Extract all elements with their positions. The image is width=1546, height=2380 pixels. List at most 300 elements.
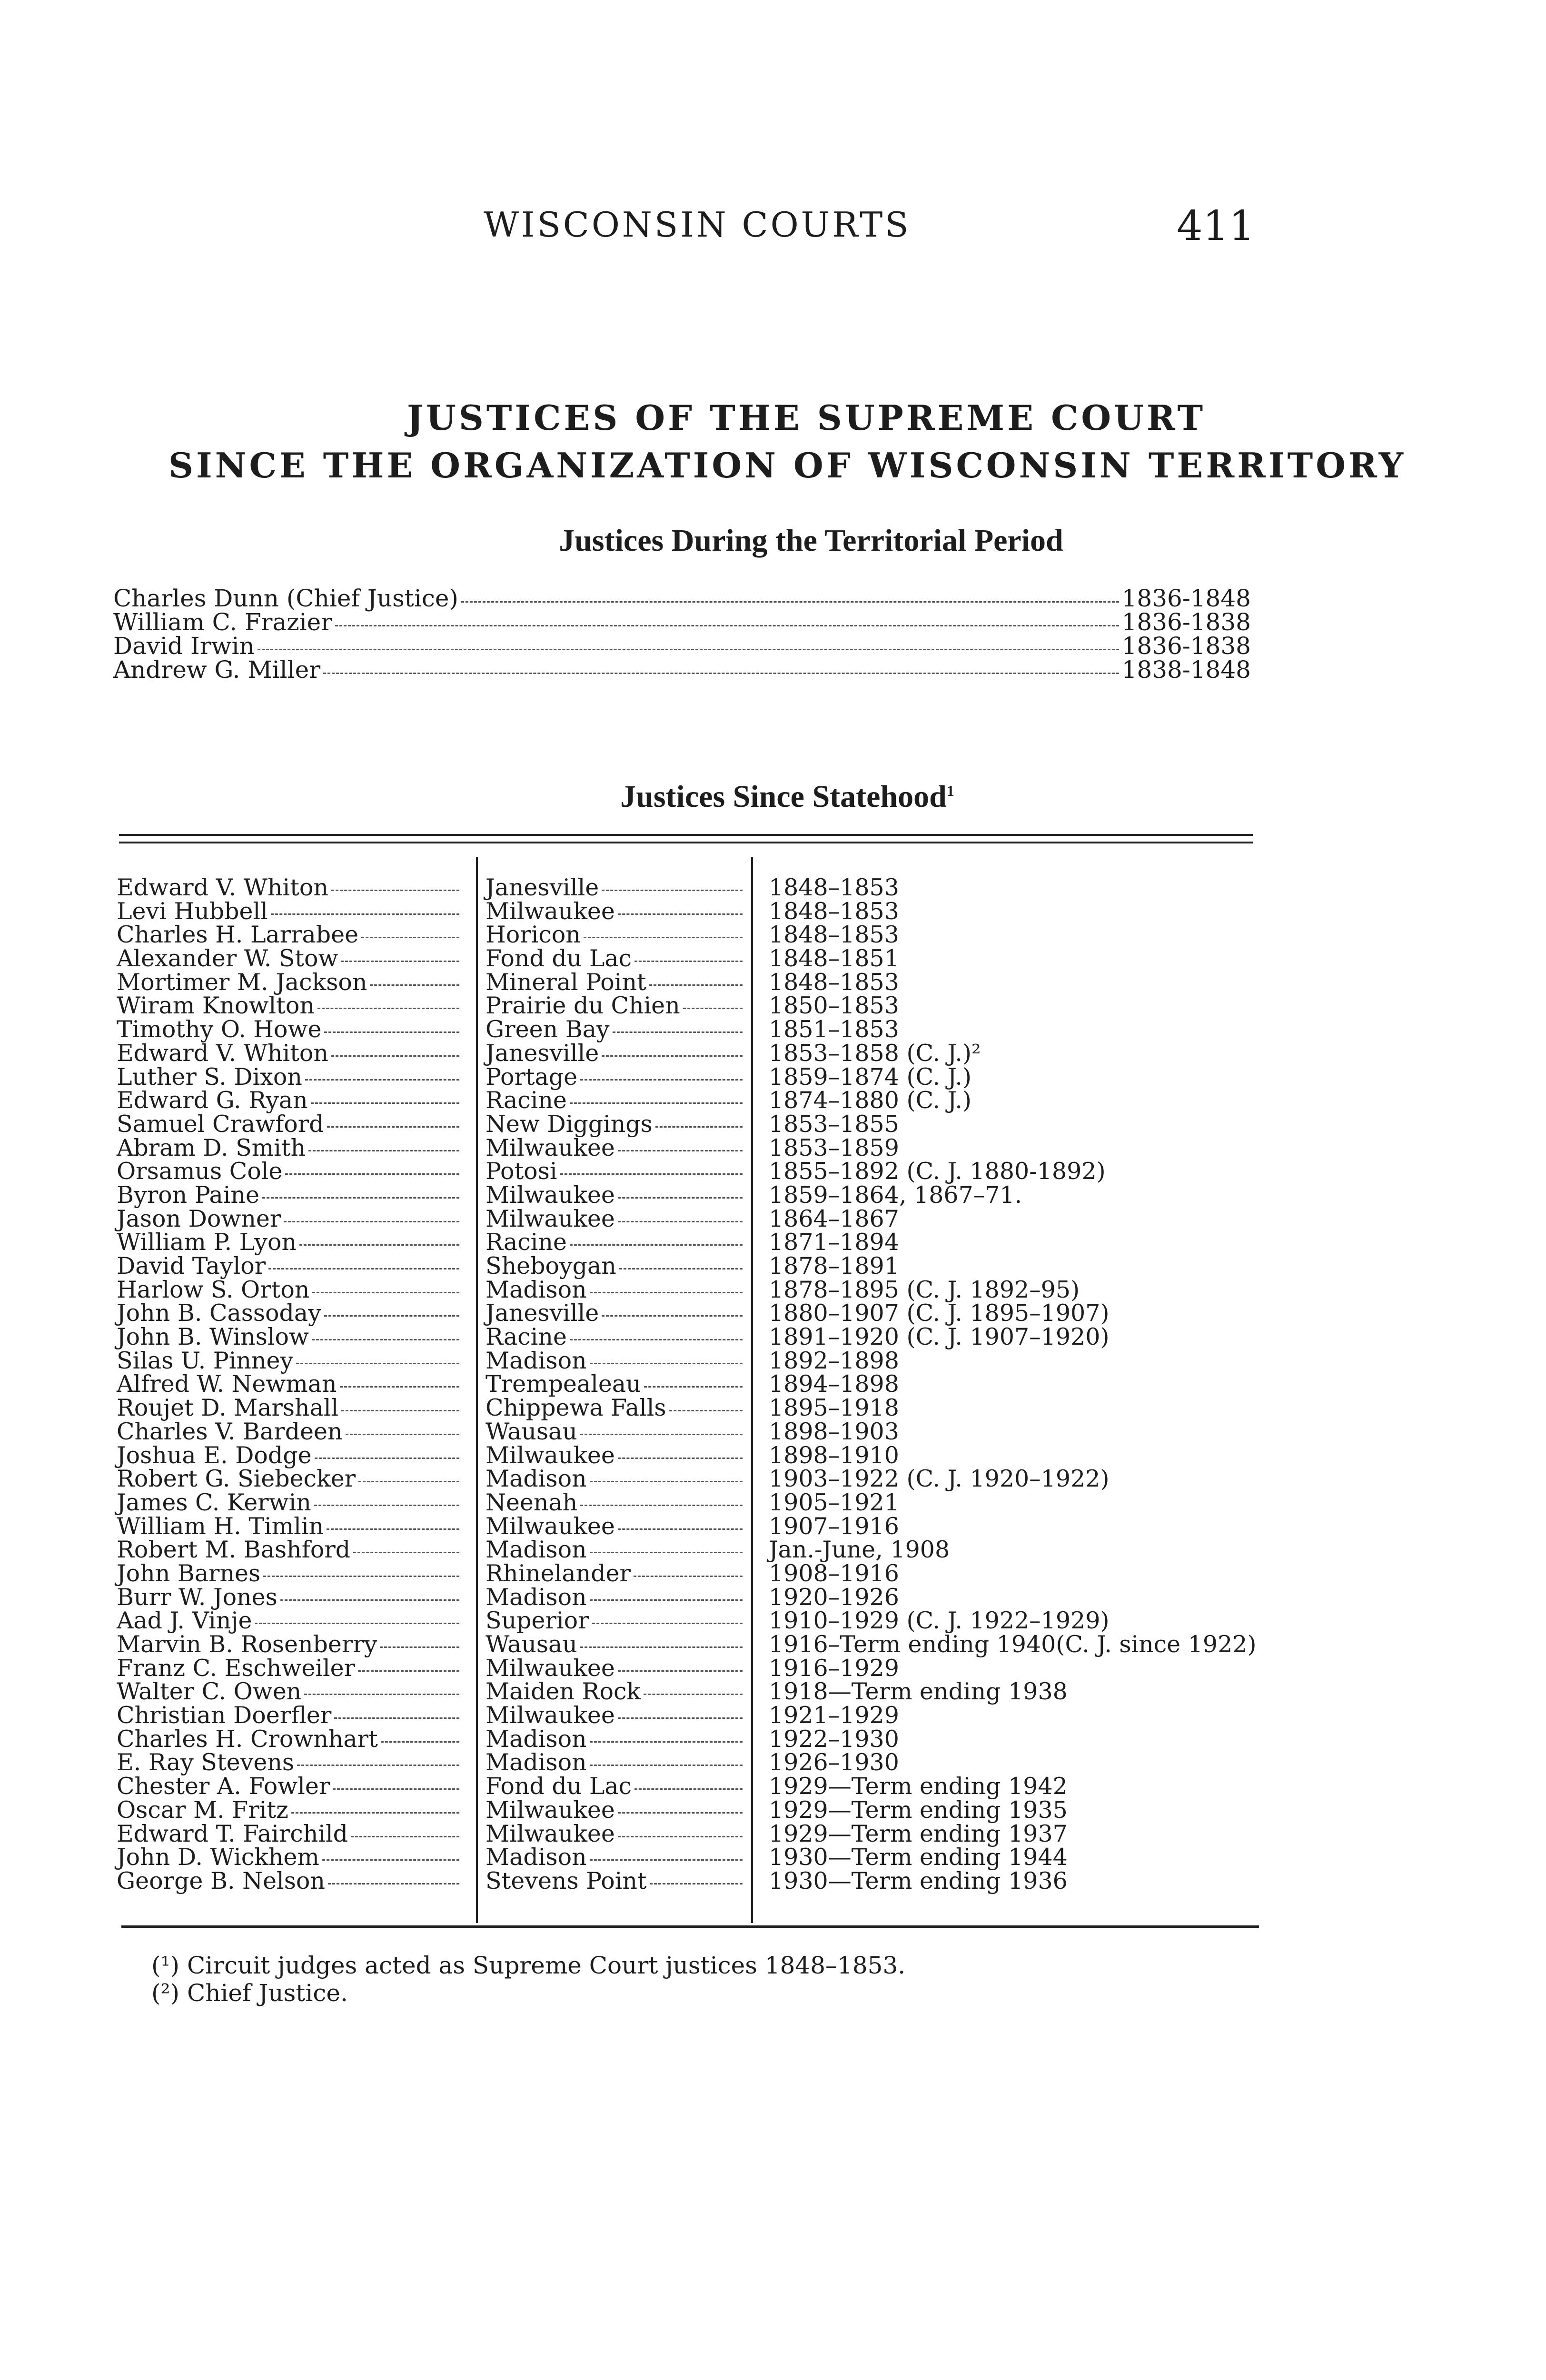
table-row: [117, 1160, 1259, 1183]
table-row: [117, 1751, 1259, 1775]
justice-name: William P. Lyon: [117, 1229, 297, 1256]
justice-name: Abram D. Smith: [117, 1134, 306, 1161]
justice-name: Edward V. Whiton: [117, 1039, 328, 1067]
table-row: [117, 1112, 1259, 1136]
justice-term-cell: [769, 1680, 1259, 1704]
justice-term-cell: [769, 1301, 1259, 1325]
justice-term: 1859–1864, 1867–71.: [769, 1181, 1022, 1209]
justice-name: Robert G. Siebecker: [117, 1465, 356, 1493]
justice-term-cell: [769, 1325, 1259, 1349]
leader-dots: [590, 1363, 743, 1364]
table-row: [117, 1325, 1259, 1349]
leader-dots: [333, 1788, 459, 1790]
justice-name-cell: [117, 1633, 459, 1656]
justice-residence: Wausau: [486, 1631, 577, 1658]
justice-name-cell: [117, 1065, 459, 1089]
justice-years: 1836-1838: [1121, 632, 1251, 660]
leader-dots: [618, 1717, 743, 1719]
justice-name-cell: [117, 1775, 459, 1798]
justice-name-cell: [117, 1278, 459, 1302]
justice-term-cell: [769, 1559, 1259, 1587]
justice-residence-cell: [486, 1065, 743, 1089]
leader-dots: [315, 1458, 459, 1459]
table-bottom-rule: [121, 1925, 1259, 1928]
justice-residence-cell: [486, 1751, 743, 1775]
table-row: [117, 923, 1259, 947]
table-row: [117, 1633, 1259, 1656]
justice-residence: Horicon: [486, 921, 581, 949]
justice-term: 1848–1853: [769, 968, 899, 996]
justice-name-cell: [117, 1372, 459, 1396]
justice-residence-cell: [486, 1869, 743, 1893]
justice-residence-cell: [486, 1822, 743, 1846]
justice-name: William C. Frazier: [113, 608, 333, 636]
justice-residence-cell: [486, 1396, 743, 1420]
justice-residence: Superior: [486, 1607, 589, 1635]
justice-name-cell: [117, 1441, 459, 1469]
leader-dots: [297, 1765, 459, 1766]
leader-dots: [324, 1315, 459, 1317]
justice-name-cell: [117, 1301, 459, 1325]
justice-term: 1929—Term ending 1942: [769, 1773, 1068, 1800]
justice-residence: Fond du Lac: [486, 945, 632, 972]
justice-term-cell: [769, 1278, 1259, 1302]
justice-name-cell: [117, 1207, 459, 1231]
table-row: [117, 947, 1259, 971]
leader-dots: [361, 937, 459, 938]
leader-dots: [580, 1505, 743, 1506]
justice-residence: Madison: [486, 1725, 587, 1753]
justice-term-cell: [769, 1372, 1259, 1396]
justice-residence: Maiden Rock: [486, 1678, 641, 1706]
justice-term-cell: [769, 1656, 1259, 1680]
leader-dots: [560, 1173, 743, 1175]
footnote-1: (¹) Circuit judges acted as Supreme Court justices 1848–1853.: [151, 1952, 906, 1979]
justice-name: Charles V. Bardeen: [117, 1418, 343, 1445]
justice-name: Mortimer M. Jackson: [117, 968, 367, 996]
justice-term-cell: [769, 968, 1259, 996]
justice-name: Alexander W. Stow: [117, 945, 338, 972]
leader-dots: [358, 1481, 459, 1482]
running-title: WISCONSIN COURTS: [484, 205, 911, 245]
justice-name: Charles H. Larrabee: [117, 921, 359, 949]
justice-residence: Madison: [486, 1583, 587, 1611]
justice-name: Christian Doerfler: [117, 1702, 332, 1729]
justice-term-cell: [769, 1089, 1259, 1112]
justice-name: Robert M. Bashford: [117, 1536, 351, 1564]
leader-dots: [590, 1741, 743, 1743]
leader-dots: [669, 1410, 743, 1411]
leader-dots: [590, 1599, 743, 1601]
justice-term: 1892–1898: [769, 1347, 899, 1374]
justice-term: 1922–1930: [769, 1725, 899, 1753]
table-row: [117, 1512, 1259, 1540]
leader-dots: [285, 1173, 459, 1175]
footnote-2: (²) Chief Justice.: [151, 1979, 348, 2007]
justice-term-cell: [769, 1798, 1259, 1822]
justice-term: 1878–1891: [769, 1252, 899, 1279]
justice-residence: Trempealeau: [486, 1370, 641, 1398]
statehood-heading: [0, 779, 1546, 815]
justice-residence-cell: [486, 1559, 743, 1587]
table-row: [117, 1018, 1259, 1041]
leader-dots: [331, 890, 459, 891]
leader-dots: [590, 1859, 743, 1861]
justice-residence-cell: [486, 1609, 743, 1633]
justice-residence-cell: [486, 1488, 743, 1516]
justice-residence-cell: [486, 1349, 743, 1373]
justice-name: James C. Kerwin: [117, 1488, 311, 1516]
leader-dots: [323, 673, 1119, 674]
justice-residence: Rhinelander: [486, 1559, 631, 1587]
justice-name: David Taylor: [117, 1252, 266, 1279]
justice-residence-cell: [486, 1633, 743, 1656]
leader-dots: [284, 1221, 459, 1222]
justice-name-cell: [117, 994, 459, 1018]
territorial-heading: Justices During the Territorial Period: [559, 523, 1063, 558]
leader-dots: [602, 1315, 743, 1317]
justice-name: Charles Dunn (Chief Justice): [113, 585, 458, 612]
table-row: [117, 1680, 1259, 1704]
justice-name: Joshua E. Dodge: [117, 1441, 312, 1469]
leader-dots: [644, 1694, 743, 1695]
justice-name-cell: [117, 1488, 459, 1516]
justice-name-cell: [117, 1822, 459, 1846]
leader-dots: [650, 1883, 743, 1884]
justice-term-cell: [769, 1704, 1259, 1727]
territorial-row: [113, 658, 1251, 682]
leader-dots: [380, 1646, 459, 1648]
justice-term: 1908–1916: [769, 1559, 899, 1587]
justice-name: Levi Hubbell: [117, 897, 268, 925]
table-row: [117, 1775, 1259, 1798]
territorial-row: [113, 610, 1251, 634]
justice-name-cell: [117, 1680, 459, 1704]
table-row: [117, 897, 1259, 925]
justice-name-cell: [117, 1325, 459, 1349]
justice-term: 1848–1853: [769, 897, 899, 925]
justice-residence: Wausau: [486, 1418, 577, 1445]
leader-dots: [602, 890, 743, 891]
leader-dots: [590, 1292, 743, 1293]
justice-name: Harlow S. Orton: [117, 1276, 310, 1303]
justice-residence: New Diggings: [486, 1110, 653, 1138]
statehood-justices-table: [117, 876, 1259, 1893]
justice-residence-cell: [486, 1680, 743, 1704]
leader-dots: [327, 1528, 459, 1530]
justice-name-cell: [117, 1160, 459, 1183]
table-row: [117, 1656, 1259, 1680]
justice-name: Timothy O. Howe: [117, 1016, 322, 1043]
leader-dots: [618, 1221, 743, 1222]
justice-residence: Madison: [486, 1844, 587, 1871]
leader-dots: [271, 913, 459, 915]
leader-dots: [618, 1458, 743, 1459]
justice-years: 1836-1838: [1121, 608, 1251, 636]
justice-residence-cell: [486, 1538, 743, 1562]
table-row: [117, 1396, 1259, 1420]
justice-term: 1871–1894: [769, 1229, 899, 1256]
table-row: [117, 994, 1259, 1018]
leader-dots: [613, 1031, 743, 1033]
footnotes: [151, 1952, 905, 2007]
justice-residence-cell: [486, 1798, 743, 1822]
justice-term-cell: [769, 1583, 1259, 1611]
table-row: [117, 1559, 1259, 1587]
justice-name-cell: [117, 1467, 459, 1491]
justice-name: Marvin B. Rosenberry: [117, 1631, 377, 1658]
table-row: [117, 1467, 1259, 1491]
table-row: [117, 1583, 1259, 1611]
justice-name: David Irwin: [113, 632, 255, 660]
leader-dots: [324, 1031, 459, 1033]
justice-residence-cell: [486, 1018, 743, 1041]
justice-name-cell: [117, 1609, 459, 1633]
leader-dots: [618, 1670, 743, 1672]
justice-residence-cell: [486, 1041, 743, 1065]
page-title-line-2: SINCE THE ORGANIZATION OF WISCONSIN TERRITORY: [168, 445, 1406, 486]
justice-term-cell: [769, 897, 1259, 925]
table-row: [117, 1230, 1259, 1254]
justice-residence: Neenah: [486, 1488, 578, 1516]
justice-term-cell: [769, 1775, 1259, 1798]
leader-dots: [618, 913, 743, 915]
justice-term: 1848–1851: [769, 945, 899, 972]
leader-dots: [649, 984, 743, 986]
table-row: [117, 1041, 1259, 1065]
justice-term: 1910–1929 (C. J. 1922–1929): [769, 1607, 1110, 1635]
justice-name-cell: [117, 968, 459, 996]
leader-dots: [299, 1244, 459, 1246]
justice-residence-cell: [486, 968, 743, 996]
justice-residence-cell: [486, 1656, 743, 1680]
justice-name: Luther S. Dixon: [117, 1063, 302, 1091]
leader-dots: [602, 1055, 743, 1057]
justice-term-cell: [769, 1845, 1259, 1869]
leader-dots: [308, 1150, 459, 1151]
justice-term: 1853–1855: [769, 1110, 899, 1138]
justice-term-cell: [769, 1041, 1259, 1065]
justice-residence-cell: [486, 1254, 743, 1278]
justice-name-cell: [117, 1089, 459, 1112]
table-row: [117, 1609, 1259, 1633]
justice-residence: Madison: [486, 1536, 587, 1564]
justice-term: 1930—Term ending 1944: [769, 1844, 1068, 1871]
justice-residence: Milwaukee: [486, 1134, 615, 1161]
leader-dots: [618, 1150, 743, 1151]
leader-dots: [291, 1812, 459, 1814]
leader-dots: [618, 1197, 743, 1199]
justice-name: Chester A. Fowler: [117, 1773, 330, 1800]
justice-name-cell: [117, 1583, 459, 1611]
table-row: [117, 1441, 1259, 1469]
leader-dots: [461, 601, 1119, 603]
table-row: [117, 1488, 1259, 1516]
justice-name: John D. Wickhem: [117, 1844, 319, 1871]
justice-residence: Milwaukee: [486, 1796, 615, 1824]
justice-name: Samuel Crawford: [117, 1110, 324, 1138]
justice-term: 1851–1853: [769, 1016, 899, 1043]
justice-name-cell: [117, 876, 459, 900]
justice-term: 1848–1853: [769, 874, 899, 901]
leader-dots: [584, 937, 743, 938]
territorial-row: [113, 634, 1251, 658]
justice-term: 1874–1880 (C. J.): [769, 1087, 972, 1114]
justice-name-cell: [117, 1869, 459, 1893]
justice-residence: Milwaukee: [486, 1820, 615, 1847]
justice-term: 1850–1853: [769, 992, 899, 1020]
leader-dots: [619, 1268, 743, 1269]
justice-name: Silas U. Pinney: [117, 1347, 294, 1374]
justice-term-cell: [769, 1751, 1259, 1775]
leader-dots: [618, 1528, 743, 1530]
justice-name: William H. Timlin: [117, 1512, 324, 1540]
leader-dots: [255, 1623, 459, 1624]
justice-years: 1838-1848: [1121, 656, 1251, 684]
justice-name-cell: [117, 1420, 459, 1444]
justice-name-cell: [117, 1349, 459, 1373]
leader-dots: [634, 961, 743, 962]
leader-dots: [335, 625, 1119, 626]
justice-term: 1880–1907 (C. J. 1895–1907): [769, 1299, 1110, 1327]
justice-residence: Fond du Lac: [486, 1773, 632, 1800]
justice-residence: Mineral Point: [486, 968, 646, 996]
leader-dots: [644, 1386, 743, 1388]
table-row: [117, 1798, 1259, 1822]
table-top-rule: [119, 834, 1253, 836]
justice-name-cell: [117, 1018, 459, 1041]
territorial-row: [113, 586, 1251, 610]
justice-name-cell: [117, 1559, 459, 1587]
justice-term-cell: [769, 1488, 1259, 1516]
justice-term-cell: [769, 1609, 1259, 1633]
leader-dots: [590, 1481, 743, 1482]
leader-dots: [618, 1812, 743, 1814]
leader-dots: [331, 1055, 459, 1057]
justice-residence: Racine: [486, 1087, 567, 1114]
justice-residence-cell: [486, 994, 743, 1018]
justice-residence-cell: [486, 1207, 743, 1231]
justice-name-cell: [117, 1183, 459, 1207]
justice-term: 1891–1920 (C. J. 1907–1920): [769, 1323, 1110, 1351]
leader-dots: [340, 1386, 459, 1388]
justice-name: E. Ray Stevens: [117, 1749, 295, 1776]
justice-term-cell: [769, 1112, 1259, 1136]
leader-dots: [305, 1079, 459, 1081]
justice-residence: Madison: [486, 1276, 587, 1303]
table-row: [117, 1301, 1259, 1325]
justice-name-cell: [117, 1136, 459, 1160]
justice-residence-cell: [486, 876, 743, 900]
justice-term: 1918—Term ending 1938: [769, 1678, 1068, 1706]
justice-residence-cell: [486, 1112, 743, 1136]
justice-name: John B. Winslow: [117, 1323, 309, 1351]
statehood-heading-text: Justices Since Statehood: [620, 779, 947, 814]
justice-term: 1898–1910: [769, 1441, 899, 1469]
justice-residence-cell: [486, 1441, 743, 1469]
justice-name: Jason Downer: [117, 1205, 281, 1232]
leader-dots: [341, 961, 459, 962]
justice-residence: Sheboygan: [486, 1252, 616, 1279]
justice-residence-cell: [486, 1467, 743, 1491]
justice-name-cell: [117, 1656, 459, 1680]
justice-term-cell: [769, 947, 1259, 971]
justice-residence-cell: [486, 923, 743, 947]
justice-term: 1878–1895 (C. J. 1892–95): [769, 1276, 1080, 1303]
justice-residence-cell: [486, 1775, 743, 1798]
justice-term-cell: [769, 1396, 1259, 1420]
justice-term-cell: [769, 1869, 1259, 1893]
leader-dots: [262, 1197, 459, 1199]
justice-name: Roujet D. Marshall: [117, 1394, 339, 1422]
justice-name: George B. Nelson: [117, 1867, 325, 1894]
justice-residence-cell: [486, 1089, 743, 1112]
justice-name-cell: [117, 897, 459, 925]
leader-dots: [580, 1079, 743, 1081]
leader-dots: [590, 1765, 743, 1766]
justice-residence: Potosi: [486, 1158, 557, 1185]
territorial-justices-list: [113, 586, 1251, 682]
justice-residence-cell: [486, 1512, 743, 1540]
justice-residence: Stevens Point: [486, 1867, 647, 1894]
leader-dots: [346, 1434, 459, 1435]
justice-name-cell: [117, 1230, 459, 1254]
justice-residence: Janesville: [486, 874, 599, 901]
leader-dots: [317, 1008, 459, 1009]
leader-dots: [304, 1694, 459, 1695]
justice-term-cell: [769, 1727, 1259, 1751]
table-row: [117, 1538, 1259, 1562]
justice-name-cell: [117, 1727, 459, 1751]
leader-dots: [263, 1576, 459, 1577]
justice-residence: Madison: [486, 1347, 587, 1374]
justice-residence: Milwaukee: [486, 1702, 615, 1729]
justice-term-cell: [769, 1183, 1259, 1207]
justice-term-cell: [769, 1467, 1259, 1491]
justice-residence: Racine: [486, 1323, 567, 1351]
justice-name: Alfred W. Newman: [117, 1370, 337, 1398]
justice-term: 1903–1922 (C. J. 1920–1922): [769, 1465, 1110, 1493]
table-top-rule: [119, 842, 1253, 843]
justice-term-cell: [769, 1538, 1259, 1562]
table-row: [117, 1065, 1259, 1089]
leader-dots: [683, 1008, 743, 1009]
leader-dots: [370, 984, 459, 986]
table-row: [117, 1349, 1259, 1373]
leader-dots: [328, 1883, 459, 1884]
table-row: [117, 1372, 1259, 1396]
table-row: [117, 1822, 1259, 1846]
justice-term: 1907–1916: [769, 1512, 899, 1540]
justice-term: 1894–1898: [769, 1370, 899, 1398]
table-row: [117, 968, 1259, 996]
justice-name: Charles H. Crownhart: [117, 1725, 378, 1753]
justice-residence-cell: [486, 1727, 743, 1751]
leader-dots: [312, 1339, 459, 1340]
leader-dots: [570, 1244, 743, 1246]
justice-residence-cell: [486, 1160, 743, 1183]
justice-residence: Chippewa Falls: [486, 1394, 666, 1422]
justice-residence: Racine: [486, 1229, 567, 1256]
page-number: 411: [1177, 202, 1255, 250]
justice-name-cell: [117, 1041, 459, 1065]
justice-name: John B. Cassoday: [117, 1299, 321, 1327]
justice-name: John Barnes: [117, 1559, 261, 1587]
leader-dots: [618, 1836, 743, 1837]
leader-dots: [322, 1859, 459, 1861]
justice-name-cell: [117, 1112, 459, 1136]
footnote-marker: 1: [946, 782, 954, 799]
